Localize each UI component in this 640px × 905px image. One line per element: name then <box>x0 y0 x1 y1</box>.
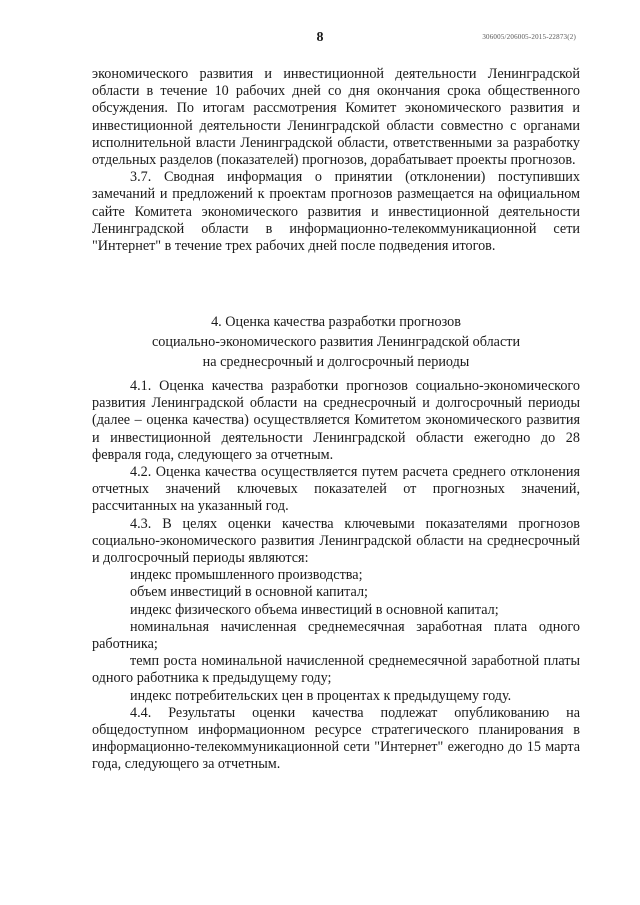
section-4-text <box>92 378 580 774</box>
paragraph-3-6-continuation: экономического развития и инвестиционной деятельности Ленинградской области в течение 10 рабочих дней со дня окончания срока общественного обсуждения. По итогам рассмотрения Комитет экономического развития и инвестиционной деятельности Ленинградской области совместно с органами исполнительной власти Ленинградской области, ответственными за разработку отдельных разделов (показателей) прогнозов, дорабатывает проекты прогнозов. <box>92 66 580 169</box>
paragraph-4-4: 4.4. Результаты оценки качества подлежат опубликованию на общедоступном информационном ресурсе стратегического планирования в информационно-телекоммуникационной сети "Интернет" ежегодно до 15 марта года, следующего за отчетным. <box>92 704 580 773</box>
paragraph-3-7: 3.7. Сводная информация о принятии (отклонении) поступивших замечаний и предложений к проектам прогнозов размещается на официальном сайте Комитета экономического развития и инвестиционной деятельности Ленинградской области в информационно-телекоммуникационной сети "Интернет" в течение трех рабочих дней после подведения итогов. <box>92 169 580 255</box>
paragraph-4-1: 4.1. Оценка качества разработки прогнозов социально-экономического развития Ленинградской области на среднесрочный и долгосрочный периоды (далее – оценка качества) осуществляется Комитетом экономического развития и инвестиционной деятельности Ленинградской области ежегодно до 28 февраля года, следующего за отчетным. <box>92 378 580 463</box>
heading-line-1: 4. Оценка качества разработки прогнозов <box>211 314 461 330</box>
section-4-heading <box>92 312 580 372</box>
heading-line-3: на среднесрочный и долгосрочный периоды <box>202 354 470 370</box>
list-item: индекс потребительских цен в процентах к предыдущему году. <box>130 687 512 704</box>
paragraph-4-3: 4.3. В целях оценки качества ключевыми показателями прогнозов социально-экономического развития Ленинградской области на среднесрочный и долгосрочный периоды являются: <box>92 515 580 567</box>
paragraph-4-2: 4.2. Оценка качества осуществляется путем расчета среднего отклонения отчетных значений ключевых показателей от прогнозных значений, рассчитанных на указанный год. <box>92 464 580 515</box>
list-item: номинальная начисленная среднемесячная заработная плата одного работника; <box>92 618 580 653</box>
section-3-text <box>92 66 580 255</box>
list-item: индекс физического объема инвестиций в основной капитал; <box>130 601 499 618</box>
page-number: 8 <box>316 30 324 45</box>
list-item: объем инвестиций в основной капитал; <box>130 584 368 601</box>
list-item: темп роста номинальной начисленной среднемесячной заработной платы одного работника к предыдущему году; <box>92 653 580 687</box>
list-item: индекс промышленного производства; <box>130 567 363 584</box>
document-code: 306005/206005-2015-22873(2) <box>482 33 576 41</box>
heading-line-2: социально-экономического развития Ленинградской области <box>151 334 521 350</box>
